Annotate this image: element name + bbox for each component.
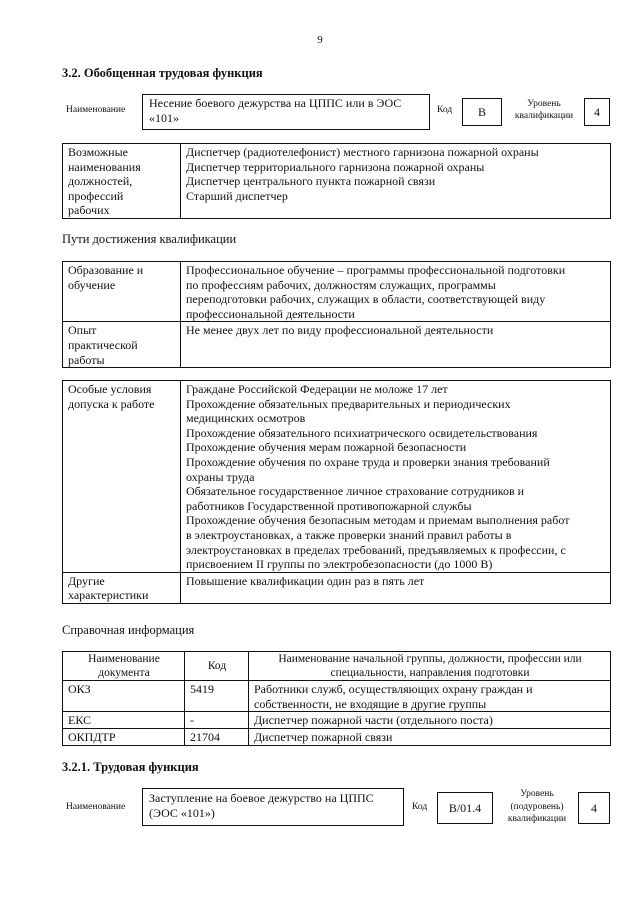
value-line: Прохождение обучения по охране труда и проверки знания требований bbox=[186, 454, 550, 469]
positions-label-line: Возможные bbox=[68, 145, 128, 159]
value-line: Прохождение обучения безопасным методам и приемам выполнения работ bbox=[186, 513, 570, 528]
level-label-line-3: квалификации bbox=[507, 814, 567, 824]
ref-name bbox=[249, 728, 611, 745]
label-line: Опыт bbox=[68, 323, 97, 338]
level-label-line-2: (подуровень) bbox=[510, 801, 564, 812]
other-value bbox=[181, 572, 611, 603]
value-line: охраны труда bbox=[186, 469, 255, 484]
label-line: Особые условия bbox=[68, 382, 152, 396]
value-line: медицинских осмотров bbox=[186, 411, 306, 426]
code-value: В bbox=[462, 98, 502, 126]
value-line: Граждане Российской Федерации не моложе 17 лет bbox=[186, 382, 448, 396]
level-label-line-1: Уровень bbox=[527, 99, 561, 109]
position-item: Диспетчер (радиотелефонист) местного гарнизона пожарной охраны bbox=[186, 145, 539, 159]
ref-doc: ЕКС bbox=[63, 712, 185, 729]
positions-label bbox=[63, 144, 181, 219]
level-label-line-2: квалификации bbox=[514, 111, 574, 121]
value-line: Профессиональное обучение – программы профессиональной подготовки bbox=[186, 263, 566, 277]
conditions-table bbox=[62, 380, 611, 604]
level-label bbox=[506, 98, 582, 122]
value-line: в электроустановках, а также проверки знаний правил работы в bbox=[186, 527, 512, 542]
education-value bbox=[181, 262, 611, 322]
ref-name-line: Диспетчер пожарной части (отдельного поста) bbox=[254, 713, 493, 728]
position-item: Старший диспетчер bbox=[186, 188, 288, 203]
positions-label-line: профессий bbox=[68, 188, 124, 203]
level-label bbox=[498, 788, 576, 826]
value-line: Прохождение обязательных предварительных и периодических bbox=[186, 396, 511, 411]
value-line: Обязательное государственное личное страхование сотрудников и bbox=[186, 484, 525, 499]
code-value: B/01.4 bbox=[437, 792, 493, 824]
experience-value bbox=[181, 322, 611, 368]
header-name bbox=[249, 652, 611, 681]
reference-title: Справочная информация bbox=[62, 623, 195, 637]
qualification-paths-title: Пути достижения квалификации bbox=[62, 232, 237, 246]
labor-function-line-2: (ЭОС «101») bbox=[149, 805, 215, 820]
value-line: Прохождение обязательного психиатрического освидетельствования bbox=[186, 425, 538, 440]
ref-code: - bbox=[185, 712, 249, 729]
admission-value bbox=[181, 381, 611, 573]
label-line: работы bbox=[68, 352, 105, 367]
position-item: Диспетчер территориального гарнизона пожарной охраны bbox=[186, 159, 485, 174]
reference-header-row bbox=[63, 652, 611, 681]
other-label bbox=[63, 572, 181, 603]
label-line: практической bbox=[68, 337, 138, 352]
positions-row bbox=[63, 144, 611, 219]
table-row bbox=[63, 381, 611, 573]
positions-label-line: рабочих bbox=[68, 203, 110, 218]
label-line: обучение bbox=[68, 277, 116, 292]
header-line: Наименование bbox=[88, 653, 160, 665]
ref-code: 21704 bbox=[185, 728, 249, 745]
function-name-line-1: Несение боевого дежурства на ЦППС или в ЭОС bbox=[149, 96, 402, 110]
ref-doc: ОКПДТР bbox=[63, 728, 185, 745]
header-document bbox=[63, 652, 185, 681]
ref-name-line: Диспетчер пожарной связи bbox=[254, 729, 393, 744]
name-label: Наименование bbox=[66, 105, 126, 115]
positions-values bbox=[181, 144, 611, 219]
ref-name bbox=[249, 681, 611, 712]
function-name-line-2: «101» bbox=[149, 110, 179, 125]
name-label: Наименование bbox=[66, 802, 126, 812]
table-row bbox=[63, 728, 611, 745]
ref-doc: ОКЗ bbox=[63, 681, 185, 712]
code-label: Код bbox=[437, 105, 453, 115]
level-value: 4 bbox=[578, 792, 610, 824]
admission-label bbox=[63, 381, 181, 573]
table-row bbox=[63, 712, 611, 729]
value-line: по профессиям рабочих, должностям служащих, программы bbox=[186, 277, 496, 292]
positions-label-line: наименования bbox=[68, 159, 141, 174]
ref-name-line: собственности, не входящие в другие группы bbox=[254, 696, 487, 711]
table-row bbox=[63, 681, 611, 712]
value-line: Прохождение обучения мерам пожарной безопасности bbox=[186, 440, 467, 455]
education-label bbox=[63, 262, 181, 322]
label-line: Другие bbox=[68, 573, 105, 588]
labor-function-line-1: Заступление на боевое дежурство на ЦППС bbox=[149, 791, 374, 805]
qualification-paths-table bbox=[62, 261, 611, 368]
experience-label bbox=[63, 322, 181, 368]
reference-table bbox=[62, 651, 611, 746]
label-line: характеристики bbox=[68, 588, 149, 603]
header-line: Код bbox=[207, 659, 227, 672]
section-title-3-2: 3.2. Обобщенная трудовая функция bbox=[62, 66, 263, 80]
table-row bbox=[63, 572, 611, 603]
value-line: Не менее двух лет по виду профессиональной деятельности bbox=[186, 323, 494, 338]
level-value: 4 bbox=[584, 98, 610, 126]
positions-table bbox=[62, 143, 611, 219]
positions-label-line: должностей, bbox=[68, 174, 133, 189]
table-row bbox=[63, 262, 611, 322]
ref-code: 5419 bbox=[185, 681, 249, 712]
value-line: переподготовки рабочих, служащих в области, соответствующей виду bbox=[186, 292, 546, 307]
labor-function-name-box bbox=[142, 788, 404, 826]
position-item: Диспетчер центрального пункта пожарной связи bbox=[186, 174, 436, 189]
ref-name-line: Работники служб, осуществляющих охрану граждан и bbox=[254, 682, 533, 697]
header-line: Наименование начальной группы, должности, профессии или bbox=[278, 653, 582, 665]
level-label-line-1: Уровень bbox=[520, 789, 554, 799]
header-line: документа bbox=[98, 666, 150, 679]
value-line: электроустановках в пределах требований, предъявляемых к профессии, с bbox=[186, 542, 566, 557]
label-line: Образование и bbox=[68, 263, 144, 277]
code-label: Код bbox=[412, 802, 428, 812]
value-line: профессиональной деятельности bbox=[186, 306, 355, 321]
header-code bbox=[185, 652, 249, 681]
label-line: допуска к работе bbox=[68, 396, 155, 411]
page-number: 9 bbox=[317, 34, 323, 46]
value-line: Повышение квалификации один раз в пять лет bbox=[186, 573, 425, 588]
header-line: специальности, направления подготовки bbox=[330, 666, 530, 679]
value-line: присвоением II группы по электробезопасности (до 1000 В) bbox=[186, 557, 493, 572]
section-title-3-2-1: 3.2.1. Трудовая функция bbox=[62, 760, 199, 774]
ref-name bbox=[249, 712, 611, 729]
value-line: работников Государственной противопожарной службы bbox=[186, 498, 472, 513]
table-row bbox=[63, 322, 611, 368]
function-name-box bbox=[142, 94, 430, 130]
